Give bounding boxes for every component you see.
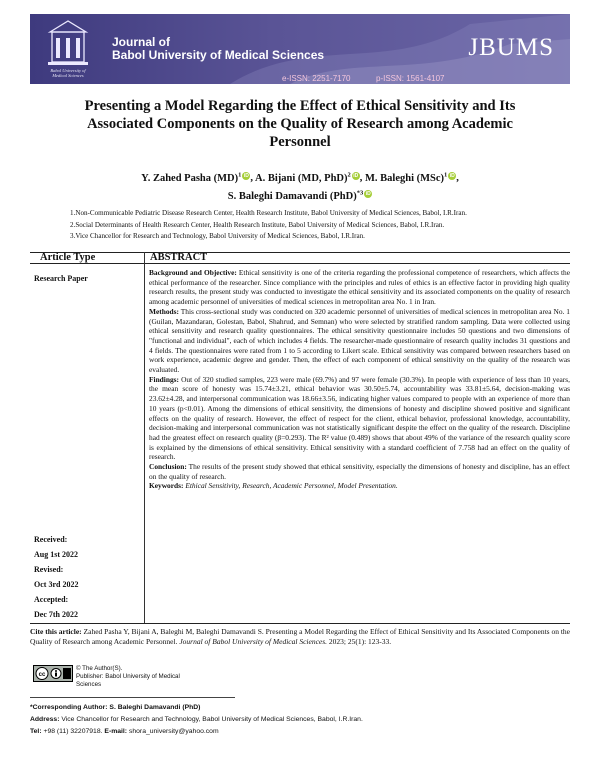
cc-by-badge-icon[interactable] — [33, 665, 73, 682]
affiliation-2: 2.Social Determinants of Health Research Center, Health Research Institute, Babol University of Medical Sciences, Babol, I.R.Iran. — [70, 220, 445, 229]
address-text: Vice Chancellor for Research and Technology, Babol University of Medical Sciences, Babol, I.R.Iran. — [61, 716, 363, 723]
background-label: Background and Objective: — [149, 268, 237, 277]
abstract-keywords — [149, 481, 570, 491]
table-bottom-rule — [30, 623, 570, 624]
findings-label: Findings: — [149, 374, 179, 384]
author-3[interactable] — [365, 173, 456, 184]
corresponding-author-label: *Corresponding Author: — [30, 704, 108, 711]
logo-caption-line-1: Babol University of — [50, 68, 86, 73]
license-line-1: © The Author(S). — [76, 665, 123, 672]
logo-caption-line-2: Medical Sciences — [52, 73, 84, 78]
cc-license[interactable] — [33, 665, 203, 688]
citation-journal: Journal of Babol University of Medical Sciences. — [179, 637, 328, 646]
revised-date: Oct 3rd 2022 — [34, 580, 79, 589]
conclusion-text: The results of the present study showed that ethical sensitivity, especially the dimensions of honesty and discipline, has an effect on the quality of research. — [149, 462, 570, 481]
journal-abbreviation: JBUMS — [468, 34, 554, 61]
citation-volume: 2023; 25(1): 123-33. — [328, 637, 392, 646]
license-text — [76, 665, 203, 689]
email-value[interactable]: shora_university@yahoo.com — [128, 728, 219, 735]
author-2-name: A. Bijani (MD, PhD) — [255, 172, 348, 184]
methods-text: This cross-sectional study was conducted on 320 academic personnel of universities of medical sciences in metropolitan area No. 1 (Guilan, Mazandaran, Golestan, Babol, Shahrud, and Semnan) who were selected by stratified random sampling. Data were collected using ethical sensitivity and research quality questionnaires. The ethical sensitivity questionnaire includes 50 questions and two dimensions of "functional and individual", each of which includes 4 fields. The researcher-made questionnaire of research quality includes 31 questions and 4 fields. The questionnaires were rated from 1 to 5 according to Likert scale. Ethical sensitivity was compared between researchers based on work experience, academic degree and gender. Then, the effect of each component of ethical sensitivity on the quality of the research was evaluated. — [149, 306, 570, 375]
logo-caption — [36, 68, 100, 78]
address-label: Address: — [30, 716, 60, 723]
background-text: Ethical sensitivity is one of the criteria regarding the professional competence of researchers, which affects the ethical performance of the researcher. Since compliance with the principles and rules of ethics is an effective factor in providing high quality research results, the present study was conducted to investigate the ethical sensitivity and its associated components on the quality of research among academic personnel of universities of medical sciences in metropolitan area No. 1 in Iran. — [149, 268, 570, 307]
article-title: Presenting a Model Regarding the Effect of Ethical Sensitivity and Its Associated Components on the Quality of Research among Academic Personnel — [84, 98, 516, 150]
citation — [30, 627, 570, 647]
license-publisher: Publisher: Babol University of Medical Sciences — [76, 673, 180, 688]
abstract-header: ABSTRACT — [150, 252, 208, 263]
orcid-icon[interactable]: iD — [365, 191, 371, 197]
methods-label: Methods: — [149, 306, 179, 316]
corresponding-address — [30, 714, 570, 726]
journal-name-line-2: Babol University of Medical Sciences — [112, 48, 325, 62]
footnote-rule — [30, 697, 235, 698]
abstract-table-header — [30, 252, 570, 264]
accepted-label: Accepted: — [34, 595, 69, 604]
conclusion-label: Conclusion: — [149, 462, 187, 472]
abstract-findings — [149, 375, 570, 462]
author-1-name: Y. Zahed Pasha (MD) — [141, 172, 239, 184]
corresponding-contact — [30, 726, 570, 738]
university-logo — [36, 18, 100, 80]
affiliation-1: 1.Non-Communicable Pediatric Disease Research Center, Health Research Institute, Babol University of Medical Sciences, Babol, I.R.Iran. — [70, 209, 467, 217]
citation-label: Cite this article: — [30, 627, 82, 636]
journal-name — [112, 36, 324, 62]
author-4-name: S. Baleghi Damavandi (PhD) — [227, 191, 357, 202]
findings-text: Out of 320 studied samples, 223 were male (69.7%) and 97 were female (30.3%). In people with experience of less than 10 years, the mean score of honesty was 15.74±3.21, ethical behavior was 30.50±5.74, accountability was 33.81±5.64, decision-making was 23.62±4.28, and interpersonal communication was 18.66±3.56, indicating higher values compared to people with an experience of more than 10 years (p<0.01). Among the dimensions of ethical sensitivity, the dimensions of honesty and discipline showed positive and significant effects on the quality of research. However, the effect of respect for the client, ethical behavior, professional knowledge, accountability, decision-making and interpersonal communication was not statistically significant despite the effect on the quality of the research. Discipline had the greatest effect on research quality (β=0.293). The R² value (0.489) shows that about 49% of the variance of the research quality score is explained by the dimensions of ethical sensitivity. Ethical sensitivity with a standard coefficient of 7.758 had an effect on the quality of research. — [149, 374, 570, 462]
e-issn: e-ISSN: 2251-7170 — [282, 74, 351, 83]
author-3-affiliation: 1 — [444, 171, 448, 178]
corresponding-author-name: S. Baleghi Damavandi (PhD) — [109, 704, 201, 711]
author-list: Y. Zahed Pasha (MD)$^1$ iD , A. Bijani (MD, PhD)$^2$ iD , M. Baleghi (MSc)$^1$ iD , S. Baleghi Damavandi (PhD)$^{*3}$ iD — [141, 171, 459, 202]
svg-text:cc: cc — [38, 672, 46, 678]
author-1[interactable] — [141, 173, 250, 184]
tel-value: +98 (11) 32207918. — [43, 728, 103, 735]
corresponding-author — [30, 702, 570, 714]
author-3-name: M. Baleghi (MSc) — [365, 172, 445, 184]
author-1-affiliation: 1 — [238, 171, 242, 178]
email-label: E-mail: — [104, 728, 128, 735]
author-2[interactable] — [255, 173, 360, 184]
abstract-body — [149, 268, 570, 491]
orcid-icon[interactable]: iD — [449, 172, 455, 179]
accepted-date: Dec 7th 2022 — [34, 610, 78, 619]
tel-label: Tel: — [30, 728, 42, 735]
column-divider — [144, 252, 145, 623]
keywords-text: Ethical Sensitivity, Research, Academic Personnel, Model Presentation. — [185, 481, 398, 491]
article-type: Research Paper — [34, 274, 88, 283]
received-label: Received: — [34, 535, 68, 544]
journal-name-line-1: Journal of — [112, 35, 171, 49]
author-2-affiliation: 2 — [347, 171, 351, 178]
orcid-icon[interactable]: iD — [353, 172, 359, 179]
university-logo-icon — [36, 18, 100, 70]
author-4[interactable] — [228, 191, 372, 202]
affiliation-3: 3.Vice Chancellor for Research and Technology, Babol University of Medical Sciences, Babol, I.R.Iran. — [70, 232, 365, 240]
abstract-conclusion — [149, 462, 570, 481]
citation-text: Zahed Pasha Y, Bijani A, Baleghi M, Baleghi Damavandi S. Presenting a Model Regarding the Effect of Ethical Sensitivity and Its Associated Components on the Quality of Research among Academic Personnel. — [30, 627, 571, 646]
abstract-methods — [149, 307, 570, 375]
journal-banner — [30, 14, 570, 84]
affiliations — [70, 208, 540, 243]
correspondence — [30, 702, 570, 738]
p-issn: p-ISSN: 1561-4107 — [376, 74, 445, 83]
received-date: Aug 1st 2022 — [34, 550, 79, 559]
keywords-label: Keywords: — [149, 481, 184, 491]
abstract-background — [149, 268, 570, 307]
revised-label: Revised: — [34, 565, 64, 574]
author-4-affiliation: *3 — [356, 189, 364, 197]
orcid-icon[interactable]: iD — [243, 172, 249, 179]
article-type-header: Article Type — [40, 252, 96, 263]
